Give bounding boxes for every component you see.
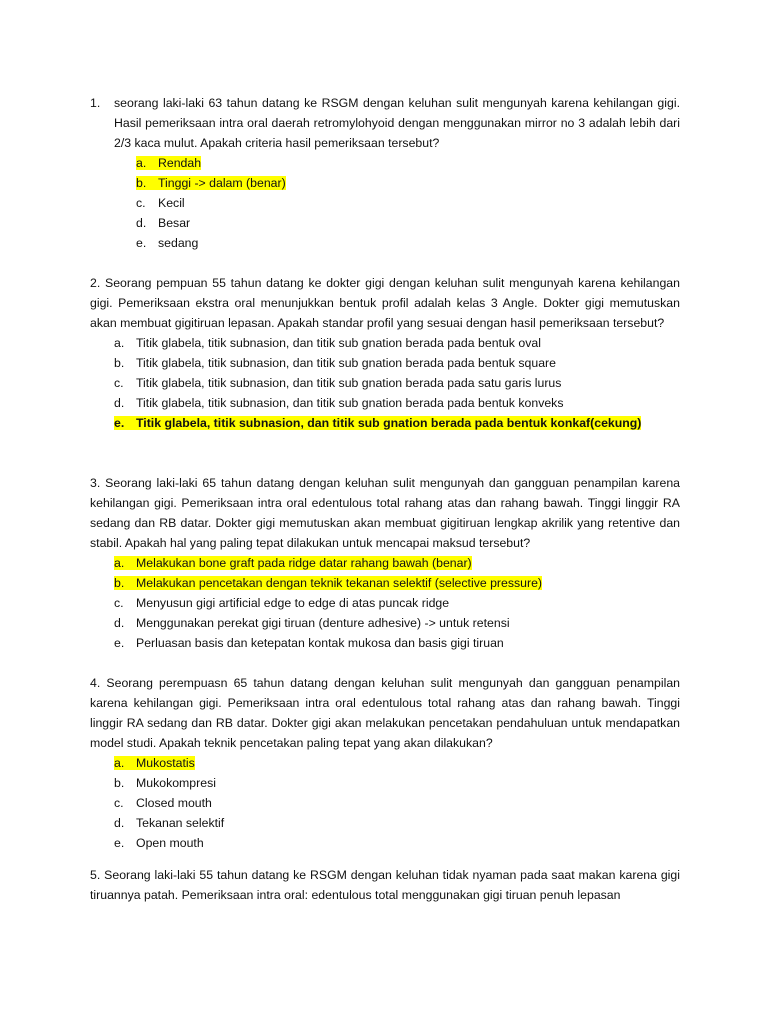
question-1-option-c: c. Kecil (136, 196, 185, 210)
question-3-options (114, 553, 680, 653)
question-1-option-e: e. sedang (136, 236, 199, 250)
question-2-option-d: d. Titik glabela, titik subnasion, dan titik sub gnation berada pada bentuk konveks (114, 396, 564, 410)
question-2 (90, 273, 680, 433)
question-3 (90, 473, 680, 653)
question-2-option-c: c. Titik glabela, titik subnasion, dan titik sub gnation berada pada satu garis lurus (114, 376, 562, 390)
question-2-stem: Seorang pempuan 55 tahun datang ke dokter gigi dengan keluhan sulit mengunyah karena kehilangan gigi. Pemeriksaan ekstra oral menunjukkan bentuk profil adalah kelas 3 Angle. Dokter gigi memutuskan akan membuat gigitiruan lepasan. Apakah standar profil yang sesuai dengan hasil pemeriksaan tersebut? (90, 276, 680, 330)
question-5-stem: Seorang laki-laki 55 tahun datang ke RSGM dengan keluhan tidak nyaman pada saat makan karena gigi tiruannya patah. Pemeriksaan intra oral: edentulous total menggunakan gigi tiruan penuh lepasan (90, 868, 680, 902)
question-4-number: 4. (90, 676, 101, 690)
question-4 (90, 673, 680, 853)
question-2-option-e: e. Titik glabela, titik subnasion, dan titik sub gnation berada pada bentuk konkaf(cekung) (114, 416, 642, 430)
question-5-text (90, 865, 680, 905)
question-2-number: 2. (90, 276, 101, 290)
question-4-option-b: b. Mukokompresi (114, 776, 216, 790)
question-2-option-b: b. Titik glabela, titik subnasion, dan titik sub gnation berada pada bentuk square (114, 356, 556, 370)
question-1-option-b: b. Tinggi -> dalam (benar) (136, 176, 286, 190)
question-4-option-d: d. Tekanan selektif (114, 816, 225, 830)
question-3-option-e: e. Perluasan basis dan ketepatan kontak mukosa dan basis gigi tiruan (114, 636, 504, 650)
question-5 (90, 865, 680, 905)
question-2-option-a: a. Titik glabela, titik subnasion, dan titik sub gnation berada pada bentuk oval (114, 336, 541, 350)
question-1-stem: seorang laki-laki 63 tahun datang ke RSGM dengan keluhan sulit mengunyah karena kehilangan gigi. Hasil pemeriksaan intra oral daerah retromylohyoid dengan menggunakan mirror no 3 adalah lebih dari 2/3 kaca mulut. Apakah criteria hasil pemeriksaan tersebut? (114, 96, 680, 150)
question-1-text (90, 93, 680, 153)
question-2-text (90, 273, 680, 333)
question-3-option-a: a. Melakukan bone graft pada ridge datar rahang bawah (benar) (114, 556, 472, 570)
question-3-option-b: b. Melakukan pencetakan dengan teknik tekanan selektif (selective pressure) (114, 576, 543, 590)
question-3-option-c: c. Menyusun gigi artificial edge to edge di atas puncak ridge (114, 596, 450, 610)
question-3-stem: Seorang laki-laki 65 tahun datang dengan keluhan sulit mengunyah dan gangguan penampilan karena kehilangan gigi. Pemeriksaan intra oral edentulous total rahang atas dan rahang bawah. Tinggi linggir RA sedang dan RB datar. Dokter gigi memutuskan akan membuat gigitiruan lengkap akrilik yang retentive dan stabil. Apakah hal yang paling tepat dilakukan untuk mencapai maksud tersebut? (90, 476, 680, 550)
question-4-text (90, 673, 680, 753)
question-4-options (114, 753, 680, 853)
question-1-option-a: a. Rendah (136, 156, 202, 170)
question-4-option-c: c. Closed mouth (114, 796, 212, 810)
question-1-options (136, 153, 680, 253)
question-3-text (90, 473, 680, 553)
question-1-number: 1. (90, 96, 101, 110)
question-1-option-d: d. Besar (136, 216, 191, 230)
question-4-option-a: a. Mukostatis (114, 756, 195, 770)
question-2-options (114, 333, 680, 433)
question-3-number: 3. (90, 476, 101, 490)
question-1 (90, 93, 680, 253)
question-4-option-e: e. Open mouth (114, 836, 204, 850)
question-3-option-d: d. Menggunakan perekat gigi tiruan (denture adhesive) -> untuk retensi (114, 616, 510, 630)
question-5-number: 5. (90, 868, 101, 882)
question-4-stem: Seorang perempuasn 65 tahun datang dengan keluhan sulit mengunyah dan gangguan penampilan karena kehilangan gigi. Pemeriksaan intra oral edentulous total rahang atas dan rahang bawah. Tinggi linggir RA sedang dan RB datar. Dokter gigi akan melakukan pencetakan pendahuluan untuk mendapatkan model studi. Apakah teknik pencetakan paling tepat yang akan dilakukan? (90, 676, 680, 750)
